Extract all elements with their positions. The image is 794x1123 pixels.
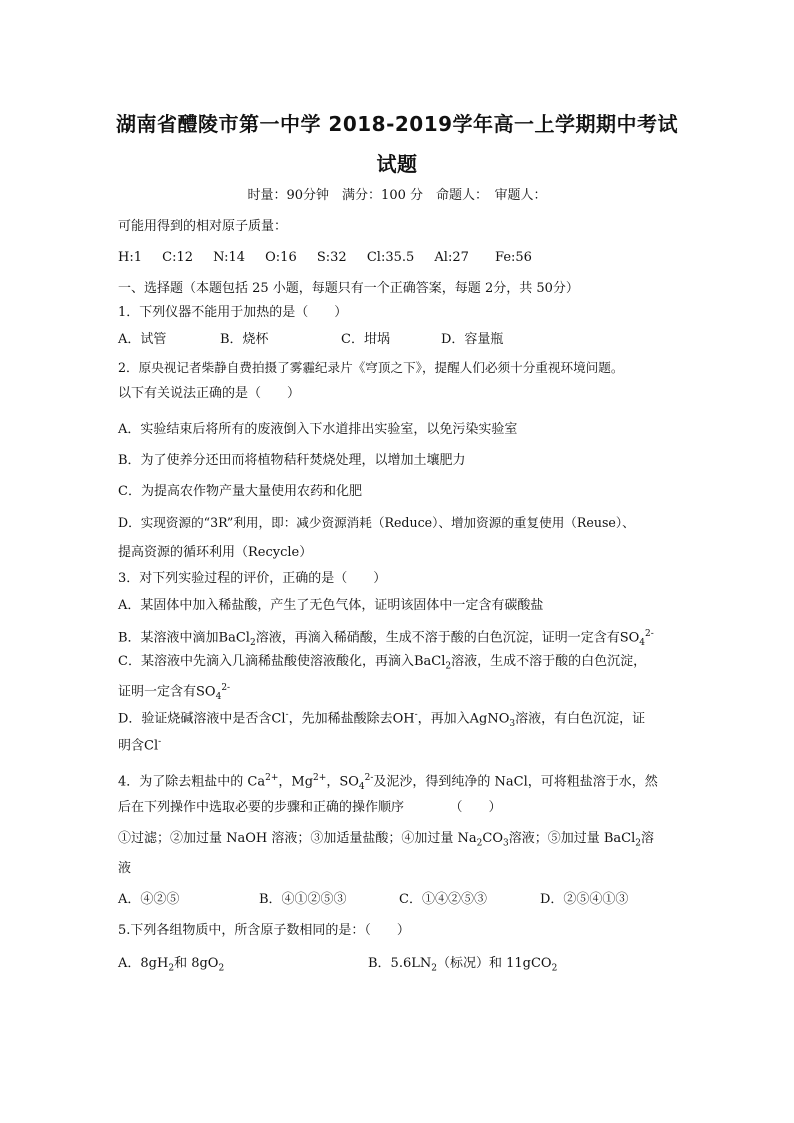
- mass-o: O:16: [265, 250, 297, 265]
- q3-option-d-line1: D．验证烧碱溶液中是否含Cl-，先加稀盐酸除去OH-，再加入AgNO$_3$溶液，有白色沉淀，证: [118, 710, 646, 729]
- q5-option-b: B．$5.6LN_2$（标况）和 11gCO$_2$: [368, 956, 558, 974]
- q2-stem-line2: 以下有关说法正确的是（ ）: [118, 386, 301, 401]
- exam-title-line2: 试题: [376, 152, 418, 176]
- q2-option-d-line2: 提高资源的循环利用（Recycle）: [118, 545, 313, 560]
- atomic-mass-heading: 可能用得到的相对原子质量：: [118, 219, 288, 234]
- q1-stem: 1．下列仪器不能用于加热的是（ ）: [118, 305, 348, 320]
- q2-option-b: B．为了使养分还田而将植物秸秆焚烧处理，以增加土壤肥力: [118, 453, 466, 468]
- q1-option-b: B．烧杯: [220, 332, 269, 347]
- q1-option-a: A．试管: [118, 332, 167, 347]
- mass-fe: Fe:56: [495, 250, 532, 265]
- q1-option-d: D．容量瓶: [441, 332, 504, 347]
- mass-al: Al:27: [434, 250, 469, 265]
- exam-title-line1: 湖南省醴陵市第一中学 2018-2019学年高一上学期期中考试: [115, 112, 679, 136]
- q4-option-b: B．④①②⑤③: [259, 892, 347, 907]
- q3-option-a: A．某固体中加入稀盐酸，产生了无色气体，证明该固体中一定含有碳酸盐: [118, 598, 544, 613]
- q3-option-c-line2: 证明一定含有$SO_4^{2-}$: [118, 683, 231, 702]
- q4-stem-line2: 后在下列操作中选取必要的步骤和正确的操作顺序 （ ）: [118, 800, 502, 815]
- q2-option-c: C．为提高农作物产量大量使用农药和化肥: [118, 484, 362, 499]
- q4-option-a: A．④②⑤: [118, 892, 180, 907]
- mass-c: C:12: [162, 250, 194, 265]
- mass-cl: Cl:35.5: [366, 250, 415, 265]
- q4-steps-line1: ①过滤；②加过量 NaOH 溶液；③加适量盐酸；④加过量 $Na_2CO_3$溶液；⑤加过量 BaCl$_2$溶: [118, 831, 655, 849]
- q4-option-d: D．②⑤④①③: [540, 892, 629, 907]
- mass-h: H:1: [118, 250, 142, 265]
- q2-option-a: A．实验结束后将所有的废液倒入下水道排出实验室，以免污染实验室: [118, 422, 518, 437]
- q2-option-d-line1: D．实现资源的“3R”利用，即：减少资源消耗（Reduce）、增加资源的重复使用（Reuse）、: [118, 515, 635, 530]
- mass-n: N:14: [213, 250, 245, 265]
- exam-info: 时量：90分钟 满分：100 分 命题人： 审题人：: [247, 188, 547, 203]
- q2-stem-line1: 2．原央视记者柴静自费拍摄了雾霾纪录片《穹顶之下》，提醒人们必须十分重视环境问题。: [118, 360, 624, 375]
- q3-option-c-line1: C．某溶液中先滴入几滴稀盐酸使溶液酸化，再滴入BaCl$_2$溶液，生成不溶于酸的白色沉淀，: [118, 654, 647, 672]
- q4-steps-line2: 液: [118, 861, 132, 876]
- q1-option-c: C．坩埚: [341, 332, 390, 347]
- q3-option-b: B．某溶液中滴加BaCl$_2$溶液，再滴入稀硝酸，生成不溶于酸的白色沉淀，证明一定含有$SO_4^{2-}$: [118, 629, 654, 648]
- atomic-mass-list: [118, 250, 684, 266]
- mass-s: S:32: [316, 250, 347, 265]
- q5-option-a: A．$8gH_2$和 $8gO_2$: [118, 956, 225, 974]
- q5-stem: 5.下列各组物质中，所含原子数相同的是：（ ）: [118, 923, 410, 938]
- q4-option-c: C．①④②⑤③: [399, 892, 487, 907]
- section-1-heading: 一、选择题（本题包括 25 小题，每题只有一个正确答案，每题 2分，共 50分）: [118, 281, 579, 296]
- q4-stem-line1: 4．为了除去粗盐中的 $Ca^{2+}$，$Mg^{2+}$，$SO_4^{2-}$及泥沙，得到纯净的 NaCl，可将粗盐溶于水，然: [118, 773, 658, 792]
- q3-option-d-line2: 明含Cl-: [118, 737, 162, 754]
- q3-stem: 3．对下列实验过程的评价，正确的是（ ）: [118, 571, 387, 586]
